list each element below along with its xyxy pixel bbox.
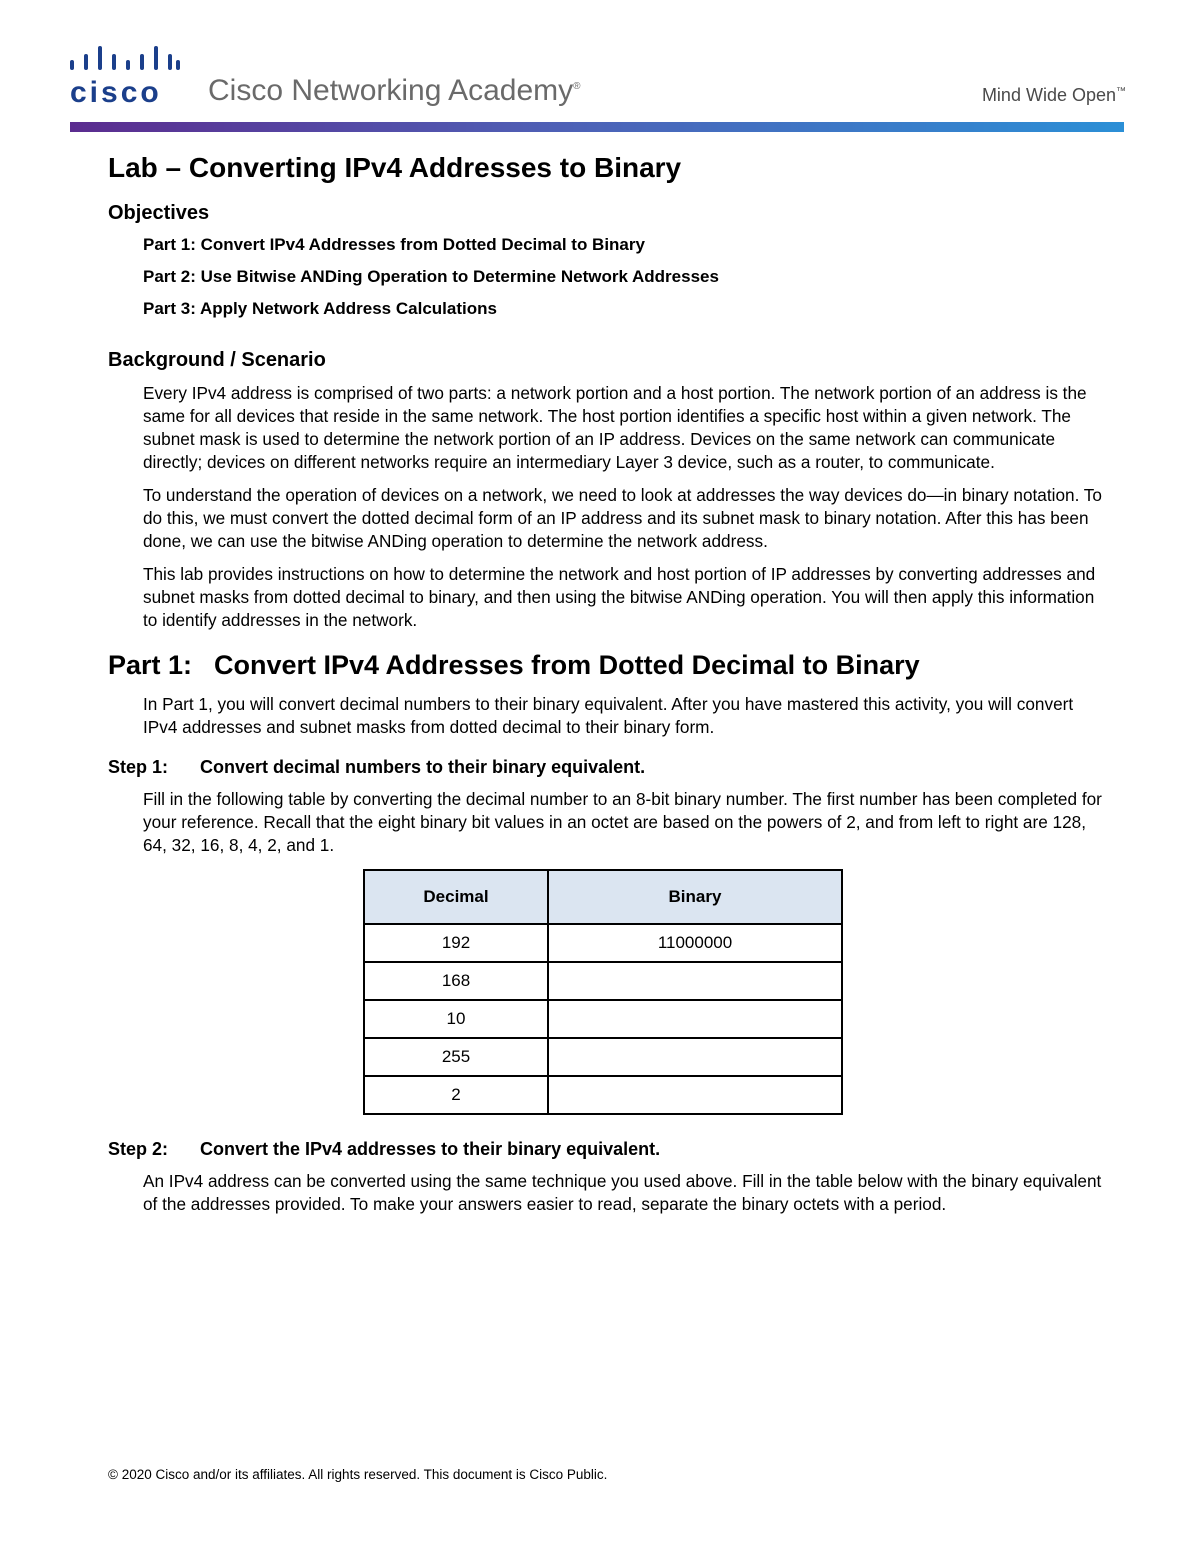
- decimal-cell: 2: [364, 1076, 548, 1114]
- background-paragraph: To understand the operation of devices on a network, we need to look at addresses the way devices do—in binary notation. To do this, we must convert the dotted decimal form of an IP address and its subnet mask to binary notation. After this has been done, we can use the bitwise ANDing operation to determine the network address.: [143, 485, 1102, 551]
- part1-intro: In Part 1, you will convert decimal numbers to their binary equivalent. After you have mastered this activity, you will convert IPv4 addresses and subnet masks from dotted decimal to their binary form.: [143, 694, 1074, 737]
- table-row: [364, 1038, 842, 1076]
- table-row: [364, 1000, 842, 1038]
- table-row: [364, 962, 842, 1000]
- accent-bar: [70, 122, 1124, 132]
- binary-cell[interactable]: [548, 1000, 842, 1038]
- binary-cell[interactable]: [548, 962, 842, 1000]
- binary-cell[interactable]: [548, 1038, 842, 1076]
- background-heading: Background / Scenario: [108, 349, 326, 371]
- document-body: [108, 150, 1108, 1226]
- decimal-binary-table: [363, 869, 843, 1115]
- binary-cell: 11000000: [548, 924, 842, 962]
- decimal-cell: 168: [364, 962, 548, 1000]
- binary-cell[interactable]: [548, 1076, 842, 1114]
- part1-heading: Part 1: Convert IPv4 Addresses from Dotted Decimal to Binary: [108, 650, 920, 680]
- background-paragraph: This lab provides instructions on how to determine the network and host portion of IP addresses by converting addresses and subnet masks from dotted decimal to binary, and then using the bitwise ANDing operation. You will then apply this information to identify addresses in the network.: [143, 564, 1096, 630]
- table-row: [364, 924, 842, 962]
- decimal-cell: 255: [364, 1038, 548, 1076]
- objectives-heading: Objectives: [108, 202, 210, 224]
- page-footer: © 2020 Cisco and/or its affiliates. All rights reserved. This document is Cisco Public.: [108, 1467, 608, 1482]
- objective-item: Part 2: Use Bitwise ANDing Operation to Determine Network Addresses: [143, 267, 719, 286]
- step1-heading: Step 1: Convert decimal numbers to their binary equivalent.: [108, 757, 646, 777]
- column-header-binary: Binary: [548, 870, 842, 924]
- tagline: Mind Wide Open™: [981, 85, 1126, 105]
- page-title: Lab – Converting IPv4 Addresses to Binary: [108, 152, 682, 183]
- step1-text: Fill in the following table by converting the decimal number to an 8-bit binary number. The first number has been completed for your reference. Recall that the eight binary bit values in an octet are based on the powers of 2, and from left to right are 128, 64, 32, 16, 8, 4, 2, and 1.: [143, 789, 1102, 855]
- page-header: [0, 0, 1200, 140]
- objective-item: Part 3: Apply Network Address Calculations: [143, 299, 497, 318]
- cisco-logo-word: cisco: [70, 76, 162, 109]
- objective-item: Part 1: Convert IPv4 Addresses from Dotted Decimal to Binary: [143, 235, 645, 254]
- decimal-cell: 10: [364, 1000, 548, 1038]
- decimal-cell: 192: [364, 924, 548, 962]
- step2-text: An IPv4 address can be converted using the same technique you used above. Fill in the table below with the binary equivalent of the addresses provided. To make your answers easier to read, separate the binary octets with a period.: [143, 1171, 1102, 1214]
- column-header-decimal: Decimal: [364, 870, 548, 924]
- academy-name: Cisco Networking Academy®: [208, 74, 581, 107]
- table-header-row: [364, 870, 842, 924]
- background-paragraph: Every IPv4 address is comprised of two parts: a network portion and a host portion. The network portion of an address is the same for all devices that reside in the same network. The host portion identifies a specific host within a given network. The subnet mask is used to determine the network portion of an IP address. Devices on the same network can communicate directly; devices on different networks require an intermediary Layer 3 device, such as a router, to communicate.: [143, 383, 1087, 472]
- table-row: [364, 1076, 842, 1114]
- cisco-logo-bars-icon: [70, 46, 180, 76]
- step2-heading: Step 2: Convert the IPv4 addresses to their binary equivalent.: [108, 1139, 661, 1159]
